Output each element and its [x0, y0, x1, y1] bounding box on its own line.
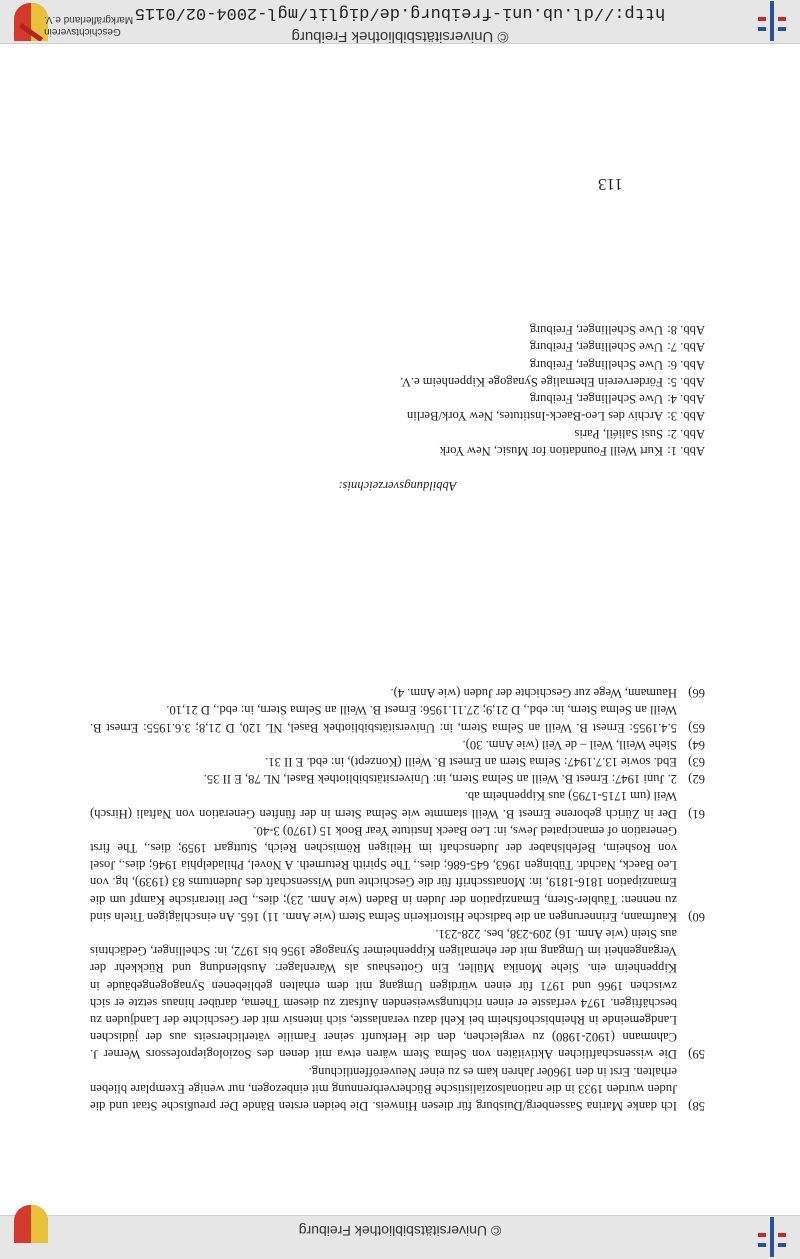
footnote-text: Ich danke Marina Sassenberg/Duisburg für diesen Hinweis. Die beiden ersten Bände Der preußische Staat und die Juden wurden 1933 in die nationalsozialistische Bücherverbrennung mit einbezogen, nur wenige Exemplare blieben erhalten. Erst in den 1960er Jahren kam es zu einer Neuveröffentlichung. [90, 1064, 677, 1113]
figure-credit [90, 424, 705, 441]
footnote [90, 1062, 705, 1114]
footnote-number: 60) [688, 909, 705, 924]
footnote-number: 58) [688, 1099, 705, 1113]
society-shield-small-icon [8, 1217, 48, 1257]
figure-label: Abb. 3: [667, 409, 705, 424]
figure-credit [90, 407, 705, 424]
footnote-list [90, 684, 705, 1114]
footnote-text: Ebd. sowie 13.7.1947: Selma Stern an Ernest B. Weill (Konzept), in: ebd. E II 31. [265, 754, 677, 769]
figure-label: Abb. 6: [667, 357, 705, 372]
document-url[interactable]: http://dl.ub.uni-freiburg.de/diglit/mgl-2004-02/0115 [134, 3, 666, 22]
page-number: 113 [598, 175, 623, 194]
society-name-line-2: Markgräflerland e.V. [44, 14, 134, 25]
footer-bar [0, 0, 800, 44]
footnote [90, 787, 705, 821]
footnote-number: 61) [688, 806, 705, 821]
figure-label: Abb. 8: [667, 323, 705, 338]
footnote [90, 684, 705, 701]
footnote [90, 822, 705, 925]
figure-credit [90, 338, 705, 355]
figure-credit [90, 442, 705, 459]
figure-source: Förderverein Ehemalige Synagoge Kippenheim e.V. [400, 374, 663, 389]
figure-source: Uwe Schellinger, Freiburg [529, 392, 663, 407]
figure-source: Archiv des Leo-Baeck-Institutes, New York/Berlin [406, 409, 663, 424]
library-copyright: © Universitätsbibliothek Freiburg [298, 1223, 502, 1239]
footnote [90, 753, 705, 770]
society-shield-icon [8, 1, 48, 41]
ub-logo-icon [752, 1, 792, 41]
figure-source: Kurt Weill Foundation for Music, New York [439, 443, 663, 458]
footnote-text: 2. Juni 1947: Ernest B. Weill an Selma Stern, in: Universitätsbibliothek Basel, NL 78, E II 35. [203, 772, 677, 787]
footnote [90, 701, 705, 735]
figure-credit-list [90, 321, 705, 459]
figure-credit [90, 373, 705, 390]
figure-label: Abb. 7: [667, 340, 705, 355]
footnote-text: 5.4.1955: Ernest B. Weill an Selma Stern, in: Universitätsbibliothek Basel, NL 120, D 21,8; 3.6.1955: Ernest B. Weill an Selma Stern, in: ebd., D 21,9; 27.11.1956: Ernest B. Weill an Selma Stern, in: ebd., D 21,10. [90, 703, 677, 735]
society-name-line-1: Geschichtsverein [44, 26, 121, 37]
figure-source: Susi Saliéil, Paris [574, 426, 663, 441]
figure-source: Uwe Schellinger, Freiburg [529, 340, 663, 355]
footnote-text: Siehe Weill, Weil – de Veil (wie Anm. 30). [462, 737, 677, 752]
figure-credit [90, 321, 705, 338]
footnote-number: 62) [688, 772, 705, 787]
figure-credit [90, 356, 705, 373]
footnote [90, 925, 705, 1063]
figure-label: Abb. 2: [667, 426, 705, 441]
footnote-text: Die wissenschaftlichen Aktivitäten von Selma Stern wären etwa mit denen des Soziologieprofessors Werner J. Cahnmann (1902-1980) zu vergleichen, den die Herkunft seiner Familie väterlicherseits aus der jüdischen Landgemeinde in Rheinbischofsheim bei Kehl dazu veranlasste, sich intensiv mit der Geschichte der Landjuden zu beschäftigen. 1974 verfasste er einen richtungsweisenden Aufsatz zu diesem Thema, darüber hinaus setzte er sich zwischen 1966 und 1971 für einen würdigen Umgang mit dem erhalten gebliebenen Synagogengebäude in Kippenheim ein. Siehe Monika Müller, Ein Gotteshaus als Warenlager: Ausblendung und Rückkehr der Vergangenheit im Umgang mit der ehemaligen Kippenheimer Synagoge 1956 bis 1972, in: Schellinger, Gedächtnis aus Stein (wie Anm. 16) 209-238, bes. 228-231. [90, 926, 677, 1062]
figure-credit [90, 390, 705, 407]
footnote-number: 63) [688, 754, 705, 769]
footnote [90, 770, 705, 787]
copyright-text: © Universitätsbibliothek Freiburg [291, 28, 509, 45]
figure-label: Abb. 4: [667, 392, 705, 407]
ub-logo-small-icon [752, 1217, 792, 1257]
header-bar [0, 1215, 800, 1259]
footnote-number: 66) [688, 686, 705, 701]
figure-source: Uwe Schellinger, Freiburg [529, 357, 663, 372]
figure-label: Abb. 5: [667, 374, 705, 389]
footnote-number: 64) [688, 737, 705, 752]
footnote-text: Der in Zürich geborene Ernest B. Weill stammte wie Selma Stern in der fünften Generation von Naftali (Hirsch) Weil (um 1715-1795) aus Kippenheim ab. [90, 789, 677, 821]
figure-source: Uwe Schellinger, Freiburg [529, 323, 663, 338]
footnote-number: 65) [688, 720, 705, 735]
figure-label: Abb. 1: [667, 443, 705, 458]
footnote-text: Kaufmann, Erinnerungen an die badische Historikerin Selma Stern (wie Anm. 11) 165. An einschlägigen Titeln sind zu nennen: Täubler-Stern, Emanzipation der Juden in Baden (wie Anm. 23); dies., Der literarische Kampf um die Emanzipation 1816-1819, in: Monatsschrift für die Geschichte und Wissenschaft des Judentums 83 (1939), hg. von Leo Baeck, Nachdr. Tübingen 1963, 645-686; dies., The Spirith Returneth. A Novel, Philadelphia 1946; dies., Josel von Rosheim, Befehlshaber der Judenschaft im Heiligen Römischen Reich, Stuttgart 1959; dies., The first Generation of emancipated Jews, in: Leo Baeck Institute Year Book 15 (1970) 3-40. [90, 823, 677, 924]
society-name [44, 13, 164, 37]
footnote-number: 59) [688, 1047, 705, 1062]
footnote-text: Haumann, Wege zur Geschichte der Juden (wie Anm. 4). [390, 686, 677, 701]
figures-heading: Abbildungsverzeichnis: [338, 478, 457, 493]
footnote [90, 736, 705, 753]
page-body [90, 321, 705, 1114]
